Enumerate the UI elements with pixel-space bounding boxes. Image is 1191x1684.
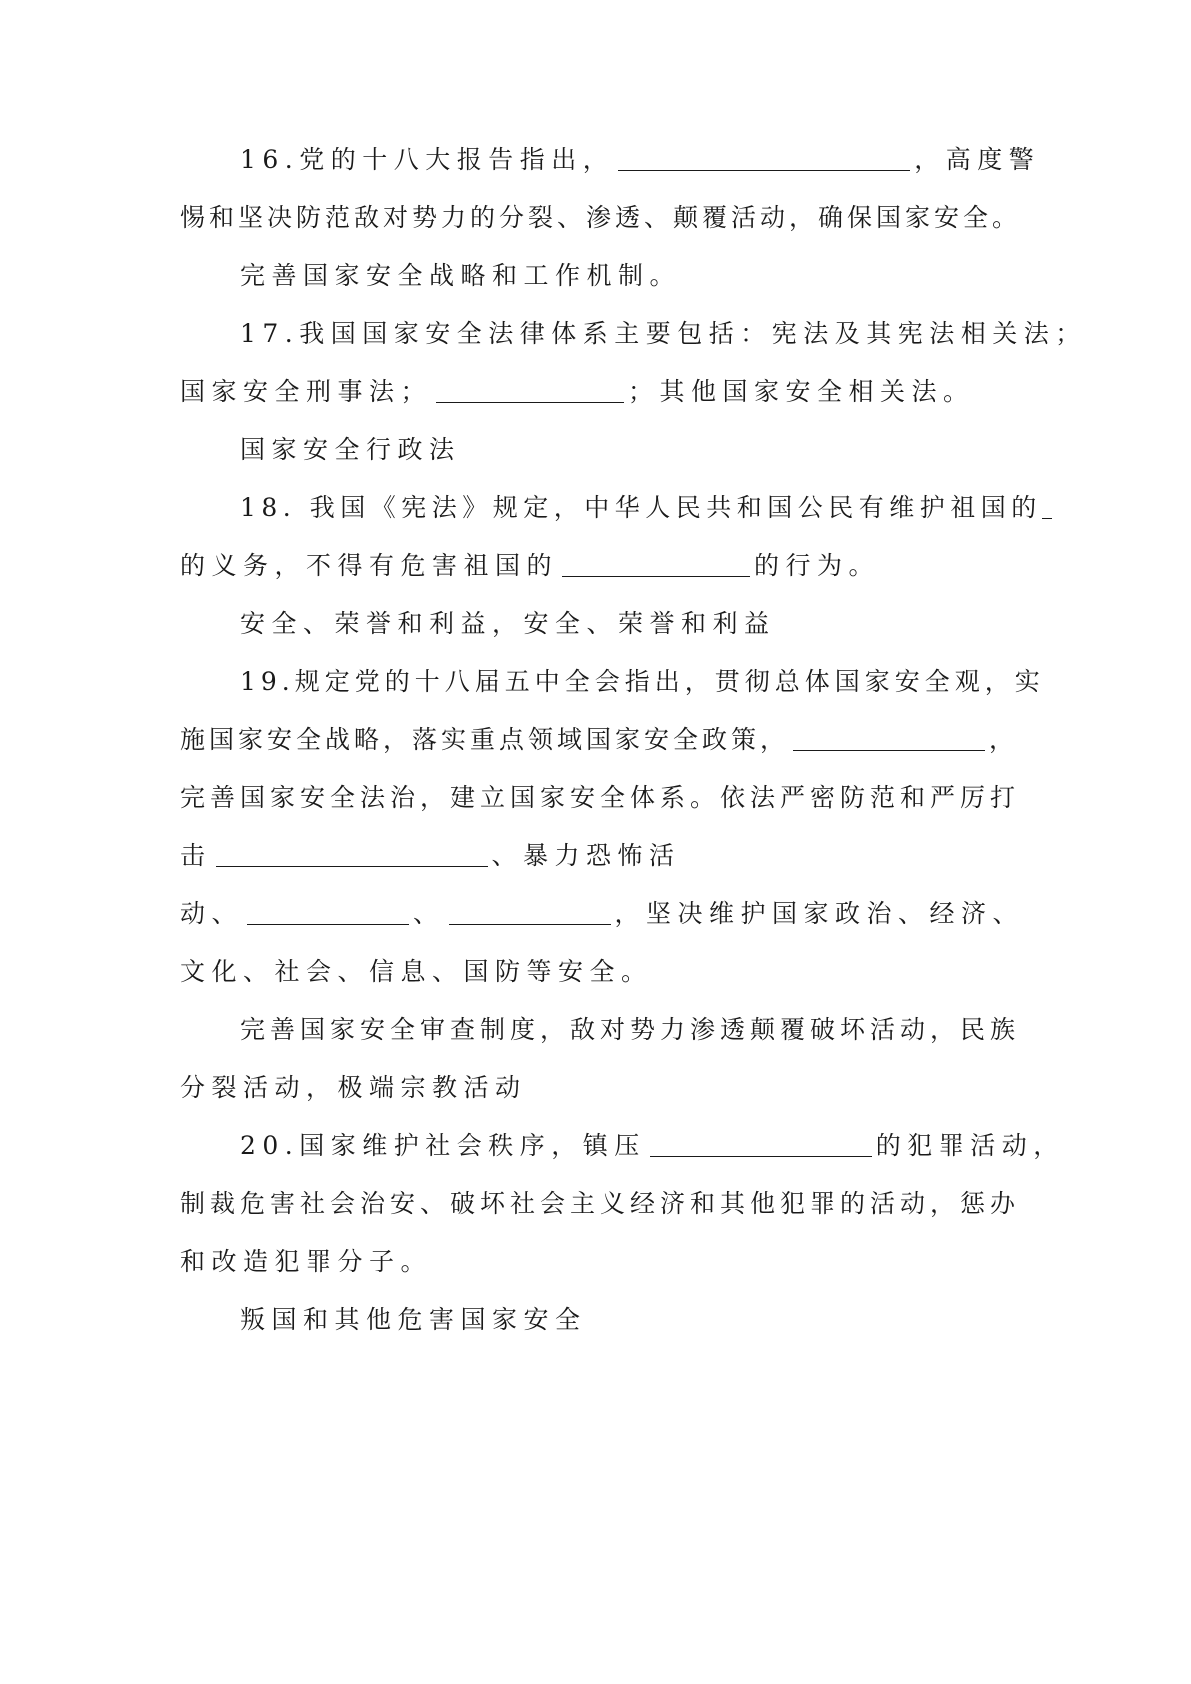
q19-after4: 、暴力恐怖活: [491, 841, 681, 870]
q18-blank-2: [562, 550, 750, 577]
q16-line2: 惕和坚决防范敌对势力的分裂、渗透、颠覆活动，确保国家安全。: [180, 203, 1022, 232]
q20-line2: 制裁危害社会治安、破坏社会主义经济和其他犯罪的活动，惩办: [180, 1189, 1021, 1218]
q19-answer-line2: 分裂活动，极端宗教活动: [180, 1073, 527, 1102]
q19-line6: 文化、社会、信息、国防等安全。: [180, 957, 653, 986]
q19-answer-line1: 完善国家安全审查制度，敌对势力渗透颠覆破坏活动，民族: [240, 1015, 1021, 1044]
q18-line1: [240, 488, 1042, 528]
q19-after2: ，: [989, 725, 1019, 754]
q20-line3: 和改造犯罪分子。: [180, 1247, 433, 1276]
q18-after2: 的行为。: [754, 551, 881, 580]
q16-prefix: 16.党的十八大报告指出，: [240, 145, 615, 174]
q19-blank-2: [216, 840, 488, 867]
q18-answer: 安全、荣誉和利益，安全、荣誉和利益: [240, 609, 776, 638]
q16-line1: [240, 140, 1041, 180]
q19-prefix4: 击: [180, 841, 212, 870]
q17-line2: [180, 372, 1010, 412]
q20-after: 的犯罪活动，: [875, 1131, 1065, 1160]
q18-line2: [180, 546, 1010, 586]
q17-prefix2: 国家安全刑事法；: [180, 377, 433, 406]
q19-blank-1: [793, 724, 985, 751]
q19-line5: [180, 894, 1025, 934]
q18-prefix2: 的义务，不得有危害祖国的: [180, 551, 559, 580]
q19-blank-4: [449, 898, 611, 925]
q19-line2: [180, 720, 1019, 760]
q18-line1-text: 18. 我国《宪法》规定，中华人民共和国公民有维护祖国的: [240, 493, 1042, 522]
q19-line3: 完善国家安全法治，建立国家安全体系。依法严密防范和严厉打: [180, 783, 1021, 812]
q19-prefix2: 施国家安全战略，落实重点领域国家安全政策，: [180, 725, 790, 754]
q20-prefix: 20.国家维护社会秩序，镇压: [240, 1131, 646, 1160]
q20-blank: [650, 1130, 872, 1157]
q20-answer: 叛国和其他危害国家安全: [240, 1305, 587, 1334]
q16-blank: [618, 144, 910, 171]
q19-blank-3: [247, 898, 409, 925]
q19-after5: ，坚决维护国家政治、经济、: [614, 899, 1025, 928]
q19-mid5: 、: [413, 899, 445, 928]
q16-answer: 完善国家安全战略和工作机制。: [240, 261, 682, 290]
q16-after: ，高度警: [914, 145, 1041, 174]
q17-answer: 国家安全行政法: [240, 435, 461, 464]
q18-blank-1: [1042, 492, 1052, 519]
q20-line1: [240, 1126, 1065, 1166]
q17-line1: 17.我国国家安全法律体系主要包括：宪法及其宪法相关法；: [240, 319, 1087, 348]
q19-prefix5: 动、: [180, 899, 244, 928]
q19-line4: [180, 836, 1010, 876]
q17-after2: ；其他国家安全相关法。: [628, 377, 975, 406]
q17-blank: [436, 376, 624, 403]
q19-line1: 19.规定党的十八届五中全会指出，贯彻总体国家安全观，实: [240, 667, 1045, 696]
